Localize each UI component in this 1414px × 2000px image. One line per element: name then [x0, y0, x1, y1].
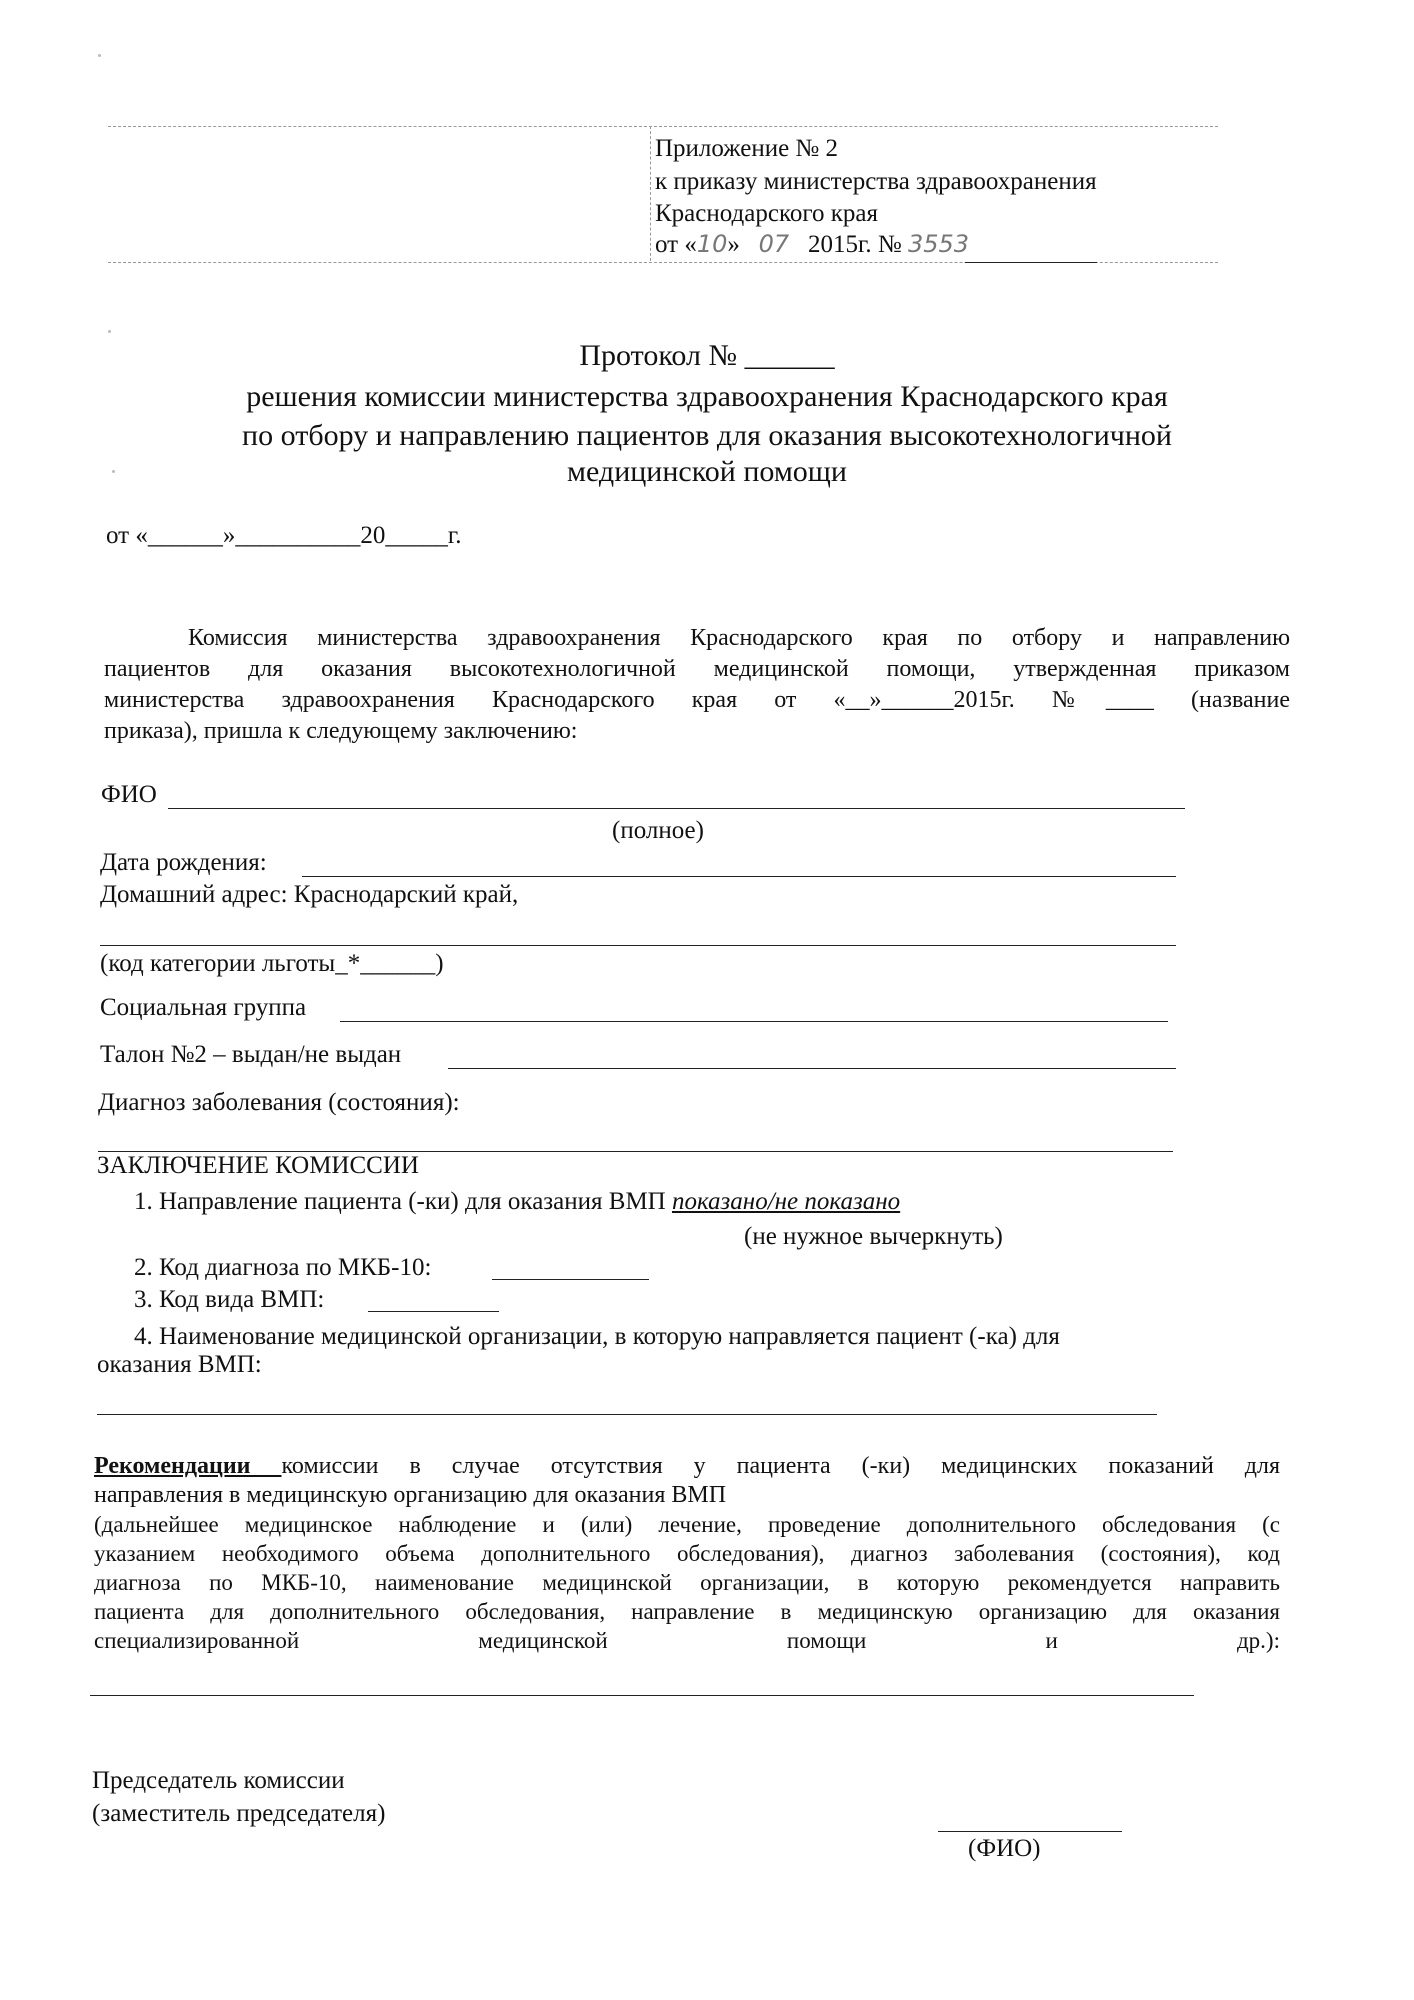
intro-line: министерства здравоохранения Краснодарского края от «__»______2015г. №____ (название	[104, 687, 1290, 713]
recommendations-line: диагноза по МКБ-10, наименование медицинской организации, в которую рекомендуется направить	[94, 1570, 1280, 1595]
recommendations-line-1-rest: комиссии в случае отсутствия у пациента (-ки) медицинских показаний для	[281, 1453, 1280, 1479]
social-group-field-line	[340, 1021, 1168, 1022]
intro-line: пациентов для оказания высокотехнологичной медицинской помощи, утвержденная приказом	[104, 656, 1290, 682]
conclusion-item-4: 4. Наименование медицинской организации, в которую направляется пациент (-ка) для	[134, 1323, 1060, 1350]
intro-line: приказа), пришла к следующему заключению:	[104, 718, 578, 744]
talon-label: Талон №2 – выдан/не выдан	[100, 1041, 402, 1068]
appendix-number-underline	[965, 262, 1097, 263]
conclusion-item-1-options: показано/не показано	[671, 1188, 901, 1215]
conclusion-item-1	[134, 1187, 900, 1217]
appendix-date-day: 10	[696, 230, 728, 258]
conclusion-item-3: 3. Код вида ВМП:	[134, 1286, 325, 1313]
icd10-code-field-line	[492, 1279, 649, 1280]
conclusion-item-2: 2. Код диагноза по МКБ-10:	[134, 1254, 432, 1281]
recommendations-line-1	[94, 1452, 1280, 1481]
appendix-date-mid: »	[727, 231, 740, 258]
recommendations-line: пациента для дополнительного обследования, направление в медицинскую организацию для оказания	[94, 1599, 1280, 1624]
protocol-date: от «______»__________20_____г.	[106, 522, 462, 549]
protocol-subtitle-3: медицинской помощи	[567, 455, 847, 488]
appendix-date-line	[655, 229, 969, 260]
deputy-label: (заместитель председателя)	[92, 1800, 386, 1827]
intro-line: Комиссия министерства здравоохранения Краснодарского края по отбору и направлению	[188, 625, 1290, 651]
protocol-subtitle-1: решения комиссии министерства здравоохранения Краснодарского края	[246, 380, 1168, 413]
recommendations-line: (дальнейшее медицинское наблюдение и (или) лечение, проведение дополнительного обследования (с	[94, 1512, 1280, 1537]
intro-paragraph	[104, 623, 1290, 747]
protocol-title: Протокол № ______	[579, 339, 835, 372]
fio-hint: (полное)	[612, 817, 704, 844]
signature-line	[938, 1831, 1122, 1832]
diagnosis-label: Диагноз заболевания (состояния):	[98, 1089, 460, 1116]
conclusion-item-4-cont: оказания ВМП:	[97, 1351, 262, 1378]
recommendations-line: специализированной медицинской помощи и др.):	[94, 1628, 1280, 1653]
fio-field-line	[168, 808, 1185, 809]
chairman-label: Председатель комиссии	[92, 1767, 345, 1794]
birth-date-field-line	[302, 876, 1176, 877]
recommendations-line: направления в медицинскую организацию для оказания ВМП	[94, 1482, 727, 1508]
recommendations-heading: Рекомендации	[94, 1453, 282, 1479]
appendix-date-prefix: от «	[655, 231, 697, 258]
recommendations-field-line	[90, 1695, 1194, 1696]
social-group-label: Социальная группа	[100, 994, 307, 1021]
organization-field-line	[97, 1414, 1157, 1415]
appendix-box-divider	[650, 126, 651, 261]
vmp-code-field-line	[368, 1311, 499, 1312]
recommendations-block	[94, 1452, 1280, 1655]
appendix-region: Краснодарского края	[655, 200, 878, 227]
scan-speck	[108, 330, 111, 333]
recommendations-line: указанием необходимого объема дополнительного обследования), диагноз заболевания (состояния), код	[94, 1541, 1280, 1566]
address-label: Домашний адрес: Краснодарский край,	[100, 881, 519, 908]
appendix-date-year: 2015г. №	[807, 231, 902, 258]
conclusion-item-1-hint: (не нужное вычеркнуть)	[744, 1223, 1003, 1250]
benefit-code: (код категории льготы_*______)	[100, 950, 444, 977]
birth-date-label: Дата рождения:	[100, 849, 267, 876]
talon-field-line	[448, 1068, 1176, 1069]
scan-speck	[98, 54, 101, 57]
conclusion-heading: ЗАКЛЮЧЕНИЕ КОМИССИИ	[97, 1152, 419, 1179]
protocol-subtitle-2: по отбору и направлению пациентов для оказания высокотехнологичной	[242, 419, 1172, 452]
appendix-order-ref: к приказу министерства здравоохранения	[655, 168, 1097, 195]
appendix-date-month: 07	[758, 230, 790, 258]
fio-label: ФИО	[101, 781, 157, 808]
conclusion-item-1-text: 1. Направление пациента (-ки) для оказания ВМП	[134, 1188, 672, 1215]
appendix-order-number: 3553	[908, 230, 970, 258]
address-field-line	[100, 945, 1176, 946]
signature-fio: (ФИО)	[968, 1835, 1041, 1862]
appendix-title: Приложение № 2	[655, 135, 839, 162]
